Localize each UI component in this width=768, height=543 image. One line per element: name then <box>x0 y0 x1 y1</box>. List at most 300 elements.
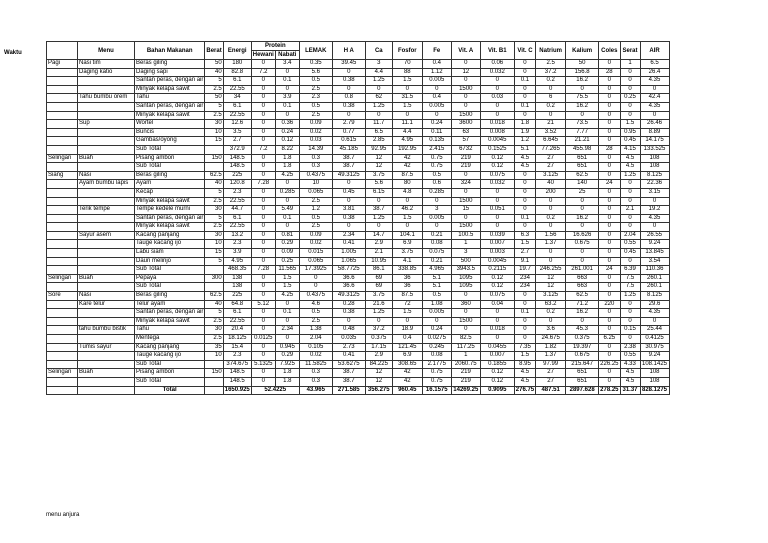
col-header-fe: Fe <box>422 42 451 60</box>
menu-cell <box>78 335 135 344</box>
total-value: 356.275 <box>365 386 392 395</box>
menu-cell <box>78 360 135 369</box>
value-cell: 0 <box>451 292 480 301</box>
value-cell: 215.647 <box>566 360 599 369</box>
value-cell: 0 <box>251 197 275 206</box>
value-cell: 0 <box>599 154 620 163</box>
value-cell: 5.1 <box>514 145 535 154</box>
waktu-cell <box>47 137 78 146</box>
value-cell: 7.35 <box>514 343 535 352</box>
value-cell: 38.7 <box>332 377 365 386</box>
waktu-cell <box>47 214 78 223</box>
value-cell: 0 <box>599 223 620 232</box>
value-cell: 0 <box>422 317 451 326</box>
value-cell: 6.645 <box>536 137 566 146</box>
value-cell: 0.0275 <box>422 335 451 344</box>
value-cell: 36.6 <box>332 283 365 292</box>
value-cell: 0 <box>599 171 620 180</box>
value-cell: 7.2 <box>251 68 275 77</box>
bahan-cell: Minyak kelapa sawit <box>135 85 205 94</box>
value-cell: 3.9 <box>275 94 299 103</box>
value-cell: 0 <box>536 257 566 266</box>
value-cell: 0 <box>640 317 669 326</box>
value-cell: 38.7 <box>365 206 392 215</box>
value-cell: 62.5 <box>205 171 223 180</box>
value-cell: 2.415 <box>422 145 451 154</box>
value-cell: 4.25 <box>275 292 299 301</box>
value-cell: 0 <box>422 197 451 206</box>
value-cell: 4.6 <box>299 300 332 309</box>
table-row <box>47 352 670 361</box>
total-value: 278.25 <box>599 386 620 395</box>
value-cell: 0 <box>365 317 392 326</box>
value-cell: 104.1 <box>392 231 422 240</box>
value-cell: 0.09 <box>275 249 299 258</box>
value-cell: 663 <box>566 274 599 283</box>
value-cell: 0 <box>251 128 275 137</box>
value-cell: 27 <box>536 369 566 378</box>
value-cell: 0 <box>251 206 275 215</box>
value-cell: 11.7 <box>365 120 392 129</box>
bahan-cell: Santan peras, dengan air <box>135 309 205 318</box>
value-cell: 30 <box>205 206 223 215</box>
waktu-cell <box>47 249 78 258</box>
value-cell: 15 <box>205 137 223 146</box>
menu-cell: Nasi <box>78 292 135 301</box>
table-row <box>47 231 670 240</box>
value-cell: 0.005 <box>422 77 451 86</box>
value-cell: 88 <box>392 68 422 77</box>
value-cell: 10 <box>205 128 223 137</box>
value-cell: 2.34 <box>332 231 365 240</box>
value-cell <box>205 283 223 292</box>
value-cell: 374.675 <box>223 360 251 369</box>
value-cell: 0 <box>251 326 275 335</box>
table-row <box>47 137 670 146</box>
value-cell: 0 <box>251 60 275 69</box>
value-cell: 0 <box>332 223 365 232</box>
value-cell: 0.3 <box>299 377 332 386</box>
value-cell: 28 <box>599 68 620 77</box>
total-value: 276.75 <box>514 386 535 395</box>
value-cell: 53.6275 <box>332 360 365 369</box>
menu-cell: Tahu bumbu orem <box>78 94 135 103</box>
value-cell: 0.21 <box>422 231 451 240</box>
value-cell: 0 <box>536 111 566 120</box>
value-cell: 6.5 <box>365 128 392 137</box>
value-cell: 0 <box>514 206 535 215</box>
menu-cell <box>78 111 135 120</box>
value-cell: 308.65 <box>392 360 422 369</box>
value-cell: 62.5 <box>205 292 223 301</box>
waktu-cell: Sore <box>47 292 78 301</box>
menu-cell: tahu bumbu bistik <box>78 326 135 335</box>
col-header-coles: Coles <box>599 42 620 60</box>
value-cell: 0.36 <box>275 120 299 129</box>
value-cell: 1.12 <box>422 68 451 77</box>
value-cell: 140 <box>566 180 599 189</box>
table-row <box>47 85 670 94</box>
value-cell: 58.7725 <box>332 266 365 275</box>
value-cell: 1.5 <box>275 274 299 283</box>
value-cell: 4.35 <box>640 102 669 111</box>
value-cell: 0.15 <box>620 326 640 335</box>
waktu-cell <box>47 94 78 103</box>
value-cell: 0.018 <box>480 326 514 335</box>
value-cell: 1.25 <box>365 102 392 111</box>
bahan-cell: Gambas/oyong <box>135 137 205 146</box>
value-cell: 0.02 <box>299 240 332 249</box>
value-cell: 0 <box>599 369 620 378</box>
table-row <box>47 309 670 318</box>
value-cell: 3.54 <box>640 257 669 266</box>
value-cell: 108 <box>640 369 669 378</box>
value-cell: 7.5 <box>620 283 640 292</box>
value-cell: 0.1 <box>275 214 299 223</box>
total-value: 43.965 <box>299 386 332 395</box>
value-cell: 0 <box>599 85 620 94</box>
value-cell: 0 <box>480 85 514 94</box>
value-cell: 0 <box>251 369 275 378</box>
menu-cell <box>78 249 135 258</box>
value-cell: 2.3 <box>223 240 251 249</box>
waktu-cell <box>47 77 78 86</box>
value-cell: 0 <box>620 197 640 206</box>
value-cell: 0 <box>251 283 275 292</box>
value-cell: 0.065 <box>299 257 332 266</box>
value-cell: 6.1 <box>223 214 251 223</box>
value-cell: 0 <box>451 102 480 111</box>
value-cell: 0.45 <box>620 249 640 258</box>
value-cell: 1.5 <box>392 309 422 318</box>
value-cell: 6.25 <box>599 335 620 344</box>
value-cell: 0 <box>514 197 535 206</box>
value-cell: 3.75 <box>365 171 392 180</box>
value-cell: 0.12 <box>275 137 299 146</box>
value-cell: 6.1 <box>223 102 251 111</box>
value-cell: 28 <box>599 145 620 154</box>
value-cell: 0 <box>514 171 535 180</box>
value-cell: 651 <box>566 154 599 163</box>
value-cell: 14.175 <box>640 137 669 146</box>
value-cell: 0 <box>251 309 275 318</box>
value-cell: 1.5 <box>392 102 422 111</box>
value-cell: 0.09 <box>299 231 332 240</box>
value-cell: 0 <box>275 197 299 206</box>
value-cell: 260.1 <box>640 274 669 283</box>
value-cell: 97.99 <box>536 360 566 369</box>
value-cell: 0 <box>620 68 640 77</box>
value-cell: 0 <box>451 60 480 69</box>
value-cell: 0.04 <box>480 300 514 309</box>
value-cell: 0 <box>251 137 275 146</box>
value-cell: 1500 <box>451 223 480 232</box>
menu-cell <box>78 102 135 111</box>
menu-cell <box>78 266 135 275</box>
value-cell: 4.5 <box>620 369 640 378</box>
value-cell: 0.245 <box>422 343 451 352</box>
value-cell: 0.1 <box>514 102 535 111</box>
value-cell: 0 <box>299 274 332 283</box>
value-cell: 3.75 <box>392 249 422 258</box>
value-cell: 12 <box>365 377 392 386</box>
value-cell: 0 <box>536 317 566 326</box>
value-cell: 1500 <box>451 85 480 94</box>
value-cell: 49.3125 <box>332 292 365 301</box>
value-cell: 0.675 <box>566 352 599 361</box>
menu-cell <box>78 283 135 292</box>
value-cell: 50 <box>205 60 223 69</box>
value-cell: 6.1 <box>223 309 251 318</box>
total-row <box>47 386 670 395</box>
value-cell: 0.4375 <box>299 171 332 180</box>
value-cell: 25.44 <box>640 326 669 335</box>
value-cell: 0 <box>599 343 620 352</box>
bahan-cell: Telur ayam <box>135 300 205 309</box>
value-cell: 0.285 <box>275 188 299 197</box>
value-cell: 0 <box>251 77 275 86</box>
value-cell: 110.36 <box>640 266 669 275</box>
value-cell: 5 <box>205 309 223 318</box>
value-cell: 5 <box>205 102 223 111</box>
bahan-cell: Minyak kelapa sawit <box>135 317 205 326</box>
waktu-cell <box>47 128 78 137</box>
value-cell: 468.35 <box>223 266 251 275</box>
table-row <box>47 274 670 283</box>
menu-cell: Nasi <box>78 171 135 180</box>
table-row <box>47 128 670 137</box>
value-cell: 220 <box>599 300 620 309</box>
value-cell: 36.6 <box>332 274 365 283</box>
value-cell: 108 <box>640 377 669 386</box>
value-cell: 0 <box>275 335 299 344</box>
bahan-cell: Kacang panjang <box>135 343 205 352</box>
value-cell: 6.3 <box>514 231 535 240</box>
table-row <box>47 111 670 120</box>
value-cell: 2.5 <box>205 335 223 344</box>
value-cell: 0 <box>514 188 535 197</box>
value-cell: 0 <box>480 77 514 86</box>
value-cell: 50 <box>566 60 599 69</box>
value-cell: 0 <box>599 120 620 129</box>
value-cell: 0.38 <box>332 102 365 111</box>
value-cell: 0.08 <box>422 240 451 249</box>
value-cell: 0 <box>451 326 480 335</box>
waktu-cell <box>47 352 78 361</box>
value-cell: 0 <box>620 188 640 197</box>
bahan-cell: Buncis <box>135 128 205 137</box>
value-cell: 0 <box>392 85 422 94</box>
value-cell: 1.82 <box>536 343 566 352</box>
value-cell: 0.1855 <box>480 360 514 369</box>
col-header-vitc: Vit. C <box>514 42 535 60</box>
value-cell: 73.5 <box>566 120 599 129</box>
value-cell: 0.3 <box>299 154 332 163</box>
value-cell: 0 <box>275 180 299 189</box>
value-cell: 0.48 <box>332 326 365 335</box>
value-cell: 0 <box>422 111 451 120</box>
value-cell: 3943.5 <box>451 266 480 275</box>
value-cell: 0 <box>251 154 275 163</box>
value-cell: 0.035 <box>332 335 365 344</box>
value-cell: 4.25 <box>275 171 299 180</box>
value-cell: 2.5 <box>299 111 332 120</box>
value-cell <box>205 163 223 172</box>
value-cell: 5 <box>205 257 223 266</box>
value-cell: 25 <box>566 188 599 197</box>
value-cell <box>205 377 223 386</box>
value-cell: 0 <box>275 111 299 120</box>
value-cell: 2.5 <box>536 60 566 69</box>
value-cell: 4.5 <box>620 154 640 163</box>
value-cell: 2.5 <box>205 317 223 326</box>
bahan-cell: Santan peras, dengan air <box>135 214 205 223</box>
value-cell: 0 <box>620 85 640 94</box>
value-cell: 10 <box>299 180 332 189</box>
value-cell: 0 <box>599 77 620 86</box>
col-header-protein: Protein <box>251 42 299 51</box>
value-cell: 70 <box>392 60 422 69</box>
value-cell: 16.2 <box>566 214 599 223</box>
value-cell: 651 <box>566 377 599 386</box>
value-cell: 4.35 <box>640 214 669 223</box>
value-cell: 0.4 <box>422 94 451 103</box>
value-cell: 0.0455 <box>480 343 514 352</box>
menu-cell <box>78 309 135 318</box>
value-cell: 39.45 <box>332 60 365 69</box>
waktu-cell <box>47 145 78 154</box>
value-cell: 261.001 <box>566 266 599 275</box>
value-cell: 0.12 <box>480 163 514 172</box>
value-cell: 0.375 <box>566 335 599 344</box>
value-cell: 120.8 <box>223 180 251 189</box>
bahan-cell: Beras giling <box>135 292 205 301</box>
value-cell: 0.5 <box>299 309 332 318</box>
col-header-vita: Vit. A <box>451 42 480 60</box>
bahan-cell: Daging sapi <box>135 68 205 77</box>
value-cell: 0 <box>480 188 514 197</box>
value-cell: 2.5 <box>299 197 332 206</box>
bahan-cell: Mentega <box>135 335 205 344</box>
value-cell: 0.1 <box>514 309 535 318</box>
value-cell: 0.28 <box>332 300 365 309</box>
value-cell: 1500 <box>451 317 480 326</box>
value-cell: 0 <box>251 343 275 352</box>
value-cell: 0 <box>536 249 566 258</box>
waktu-cell <box>47 197 78 206</box>
value-cell: 80 <box>392 180 422 189</box>
value-cell: 0.2 <box>536 309 566 318</box>
value-cell: 246.255 <box>536 266 566 275</box>
value-cell: 138 <box>223 274 251 283</box>
value-cell: 0 <box>599 188 620 197</box>
table-row <box>47 214 670 223</box>
value-cell: 0 <box>251 214 275 223</box>
value-cell: 0 <box>299 283 332 292</box>
value-cell: 8.22 <box>275 145 299 154</box>
value-cell: 42 <box>392 377 422 386</box>
value-cell: 63.2 <box>536 300 566 309</box>
waktu-cell: Selingan <box>47 274 78 283</box>
value-cell: 20.4 <box>223 326 251 335</box>
value-cell: 0 <box>599 249 620 258</box>
value-cell: 121.45 <box>392 343 422 352</box>
value-cell: 0.1 <box>514 214 535 223</box>
value-cell: 0 <box>251 120 275 129</box>
total-value: 14269.25 <box>451 386 480 395</box>
value-cell: 148.5 <box>223 369 251 378</box>
value-cell: 6.1 <box>223 77 251 86</box>
value-cell: 0 <box>251 317 275 326</box>
col-header-energi: Energi <box>223 42 251 60</box>
value-cell: 0 <box>514 60 535 69</box>
value-cell: 9.1 <box>514 257 535 266</box>
value-cell: 0.38 <box>332 309 365 318</box>
value-cell: 1.56 <box>536 231 566 240</box>
value-cell: 360 <box>451 300 480 309</box>
subtotal-row <box>47 283 670 292</box>
value-cell: 18.9 <box>392 326 422 335</box>
value-cell: 7.77 <box>566 128 599 137</box>
value-cell: 0 <box>620 223 640 232</box>
value-cell: 12 <box>536 274 566 283</box>
value-cell: 9.24 <box>640 240 669 249</box>
value-cell: 1 <box>451 240 480 249</box>
value-cell: 69 <box>365 283 392 292</box>
value-cell: 4.1 <box>392 257 422 266</box>
value-cell: 148.5 <box>223 154 251 163</box>
value-cell: 2.1775 <box>422 360 451 369</box>
total-value: 2897.628 <box>566 386 599 395</box>
value-cell: 0.005 <box>422 214 451 223</box>
bahan-cell: Sub Total <box>135 360 205 369</box>
value-cell: 150 <box>205 369 223 378</box>
value-cell: 21.21 <box>566 137 599 146</box>
waktu-cell <box>47 111 78 120</box>
value-cell: 5.12 <box>251 300 275 309</box>
value-cell: 7.28 <box>251 180 275 189</box>
value-cell: 17.15 <box>365 343 392 352</box>
bahan-cell: Ayam <box>135 180 205 189</box>
value-cell: 2060.75 <box>451 360 480 369</box>
value-cell: 0.08 <box>422 352 451 361</box>
value-cell: 0 <box>599 240 620 249</box>
value-cell: 34 <box>223 94 251 103</box>
value-cell: 0 <box>480 223 514 232</box>
value-cell: 0 <box>451 214 480 223</box>
value-cell: 0 <box>332 68 365 77</box>
value-cell: 22.55 <box>223 197 251 206</box>
col-header-ca: Ca <box>365 42 392 60</box>
value-cell: 3.9 <box>223 249 251 258</box>
bahan-cell: Beras giling <box>135 171 205 180</box>
value-cell: 42 <box>392 369 422 378</box>
menu-cell: Sayur asem <box>78 231 135 240</box>
waktu-cell <box>47 266 78 275</box>
waktu-cell <box>47 309 78 318</box>
table-row <box>47 197 670 206</box>
table-row <box>47 317 670 326</box>
table-row <box>47 154 670 163</box>
value-cell: 0.95 <box>620 128 640 137</box>
value-cell: 108 <box>640 163 669 172</box>
value-cell: 1 <box>620 60 640 69</box>
value-cell: 19.7 <box>514 266 535 275</box>
value-cell: 0 <box>566 111 599 120</box>
value-cell: 17.3925 <box>299 266 332 275</box>
value-cell: 0 <box>365 85 392 94</box>
value-cell: 62.5 <box>566 171 599 180</box>
